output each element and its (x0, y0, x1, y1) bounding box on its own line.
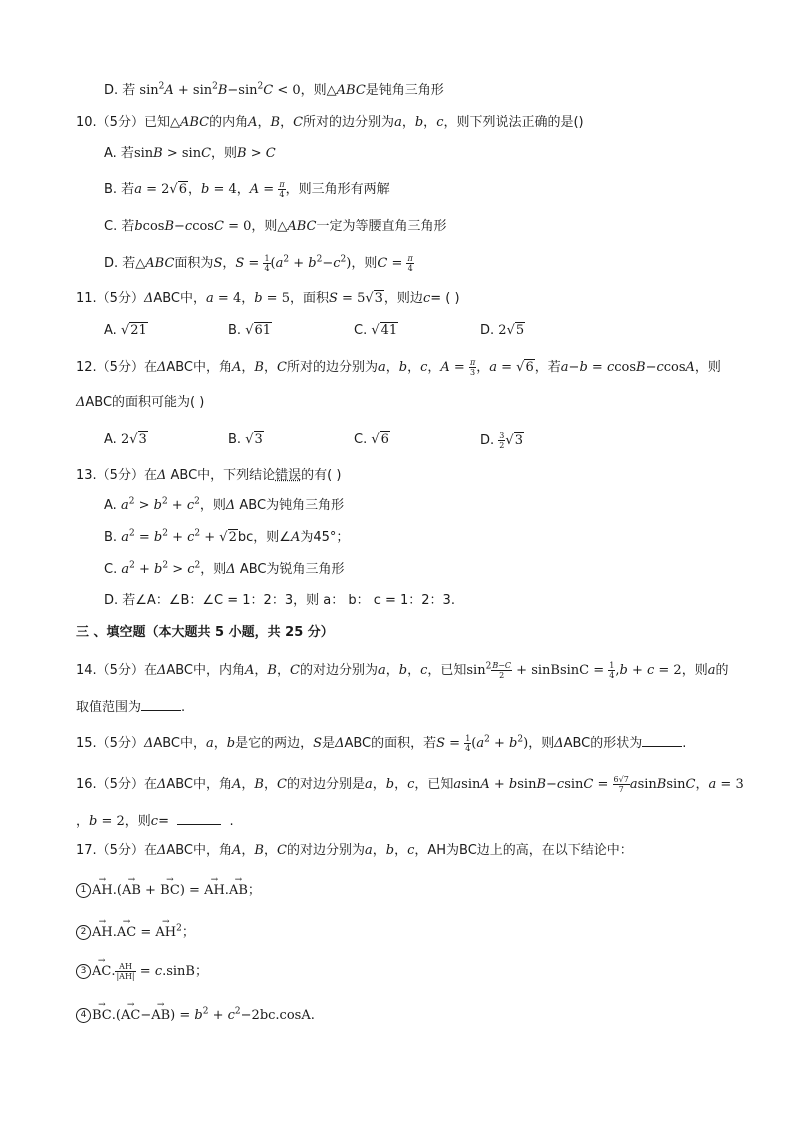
q17-item-2: 2→ AH.→ AC = → $AH^2$； (76, 924, 195, 942)
q15-stem-b: ABC中， (153, 736, 207, 751)
q11-opt-a-val: 21 (130, 323, 147, 338)
q13-stem-c: 的有( ) (301, 468, 342, 483)
q14-stem: 14.（5分）在ΔABC中，内角A，B，C的对边分别为a，b，c，已知$\sin^2$ $\frac{B-C}{2}$ + sinBsinC = $\frac{1}{4}$ ,b + c = 2，则a的 (76, 661, 729, 680)
q10-a-pre: A. 若 (104, 146, 134, 161)
q17-stem-c: 的对边分别为 (286, 843, 365, 858)
q15-stem-f: ，则 (528, 736, 555, 751)
q10-sides: a (394, 115, 402, 130)
q10-b-sqrt: √6 (169, 182, 187, 197)
section-3-heading (76, 624, 334, 642)
q17-stem: 17.（5分）在ΔABC中，角A，B，C的对边分别为a，b，c，AH为BC边上的高，在以下结论中： (76, 843, 633, 858)
q10-option-d: D. 若△ABC面积为S，S = $\frac{1}{4}$ $(a^2 + b^2-c^2)$，则C = $\frac{\pi}{4}$ (104, 254, 413, 273)
q10-stem-c: 所对的边分别为 (303, 115, 395, 130)
q13-a-tail: ，则 (199, 498, 226, 513)
q10-stem-a: 10.（5分）已知△ (76, 115, 180, 130)
q14-answer-blank[interactable] (141, 697, 181, 711)
q17-item-1-num: 1 (76, 883, 91, 898)
q10-c-pre: C. 若 (104, 219, 135, 234)
q12-stem-d: ，若 (534, 360, 561, 375)
q13-d-text: D. 若∠A：∠B：∠C = 1：2：3，则 a： b： c = 1：2：3. (104, 593, 455, 608)
q15-stem-a: 15.（5分） (76, 736, 144, 751)
q11-opt-d-label: D. (480, 323, 495, 338)
q13-c-tail: ，则 (200, 562, 227, 577)
q12-opt-a-label: A. (104, 432, 117, 447)
q17-item-4-num: 4 (76, 1008, 91, 1023)
q14-stem-a: 14.（5分）在 (76, 663, 157, 678)
q17-item-3: 3→ AC. $\frac{AH}{|AH|}$ = c.sinB； (76, 962, 208, 981)
q12-stem-e: ，则 (694, 360, 721, 375)
q14-stem-e: ，则 (681, 663, 708, 678)
q12-opt-a-val: 3 (138, 432, 147, 447)
q11-opt-b-label: B. (228, 323, 242, 338)
q9-d-formula: $\sin^2A + \sin^2B-\sin^2C < 0$ (139, 81, 301, 98)
q13-stem: 13.（5分）在Δ ABC中，下列结论错误的有( ) (76, 468, 342, 483)
q15-stem: 15.（5分）ΔABC中，a，b是它的两边，S是ΔABC的面积，若S = $\frac{1}{4}$ $(a^2 + b^2)$，则ΔABC的形状为 . (76, 734, 687, 753)
q12-stem-c: 所对的边分别为 (286, 360, 378, 375)
q14-stem-d: ，已知 (427, 663, 467, 678)
q10-abc: ABC (179, 115, 210, 130)
q15-stem-h: . (682, 736, 687, 751)
q15-stem-g: ABC的形状为 (563, 736, 643, 751)
q14-line2-end: . (181, 700, 186, 715)
q15-stem-e: ABC的面积，若 (344, 736, 437, 751)
q16-stem-d: ，已知 (414, 777, 454, 792)
q13-stem-a: 13.（5分）在 (76, 468, 157, 483)
q13-stem-wrong: 错误 (275, 468, 302, 483)
q10-d-frac2: $\frac{\pi}{4}$ (407, 254, 413, 273)
q17-stem-b: ABC中，角 (166, 843, 233, 858)
q9-d-suffix: ，则△ (300, 83, 337, 98)
q11-opt-a-label: A. (104, 323, 117, 338)
q16-stem-c: 的对边分别是 (286, 777, 365, 792)
q10-option-c (104, 218, 447, 236)
q14-stem-b: ABC中，内角 (166, 663, 246, 678)
q10-option-a (104, 145, 276, 163)
q14-line2-text: 取值范围为 (76, 700, 142, 715)
q9-option-d (104, 82, 444, 100)
q11-opt-d-coef: 2 (498, 323, 507, 338)
q12-opt-b-label: B. (228, 432, 242, 447)
q13-option-a: A. $a^2 > b^2 + c^2$，则Δ ABC为钝角三角形 (104, 496, 345, 513)
q13-stem-b: ABC中，下列结论 (170, 468, 276, 483)
q15-answer-blank[interactable] (642, 733, 682, 747)
q16-stem-a: 16.（5分）在 (76, 777, 157, 792)
q16-stem: 16.（5分）在ΔABC中，角A，B，C的对边分别是a，b，c，已知asinA + bsinB−csinC = $\frac{6√7}{7}$ asinBsinC，a = 3 (76, 775, 744, 794)
q17-item-4: $4\to BC.(\to AC-\to AB) = b^2 + c^2-2bc.\cos A$. (76, 1007, 315, 1025)
q10-c-formula: bcosB−ccosC = 0 (134, 219, 252, 234)
q12-stem-b: ABC中，角 (166, 360, 233, 375)
q16-line2-a: ， (76, 814, 90, 829)
q10-d-abc: ABC (145, 256, 175, 271)
q15-stem-d: 是 (322, 736, 336, 751)
q12-opt-d-label: D. (480, 433, 495, 448)
q12-option-c: C. √6 (354, 432, 389, 447)
q10-d-frac: $\frac{1}{4}$ (264, 254, 270, 273)
q16-line2-c: = (158, 814, 169, 829)
q11-stem-b: ABC中， (153, 291, 207, 306)
q11-opt-c-label: C. (354, 323, 368, 338)
q13-c-end: ABC为锐角三角形 (239, 562, 345, 577)
q17-item-1: 1→ AH.(→ AB + → BC) = → AH.→ AB； (76, 882, 261, 900)
q10-b-frac: $\frac{\pi}{4}$ (279, 180, 285, 199)
q12-option-a: A. 2√3 (104, 432, 147, 447)
q13-b-mid: bc，则∠ (237, 530, 291, 545)
q12-opt-b-val: 3 (254, 432, 263, 447)
q11-stem-a: 11.（5分） (76, 291, 144, 306)
q17-item-2-num: 2 (76, 925, 91, 940)
q16-stem-b: ABC中，角 (166, 777, 233, 792)
q14-stem-f: 的 (715, 663, 729, 678)
q10-stem-d: ，则下列说法正确的是() (443, 115, 584, 130)
q17-item-3-num: 3 (76, 964, 91, 979)
q9-d-abc: ABC (336, 83, 366, 98)
q13-a-end: ABC为钝角三角形 (239, 498, 345, 513)
q13-option-d (104, 592, 455, 610)
q14-line2 (76, 697, 185, 717)
q10-stem: 10.（5分）已知△ABC的内角A，B，C所对的边分别为a，b，c，则下列说法正确的是() (76, 115, 584, 130)
q10-angles: A (248, 115, 258, 130)
q11-stem-e: = ( ) (430, 291, 460, 306)
q10-stem-b: 的内角 (209, 115, 249, 130)
q10-c-abc: ABC (287, 219, 317, 234)
q13-c-pre: C. (104, 562, 118, 577)
q16-answer-blank[interactable] (177, 811, 221, 825)
q10-option-b: B. 若a = 2√6，b = 4，A = $\frac{\pi}{4}$ ，则三角形有两解 (104, 180, 390, 199)
q10-c-tail: ，则△ (251, 219, 288, 234)
q13-option-b: B. $a^2 = b^2 + c^2 + √2bc$，则∠A为45°； (104, 528, 350, 545)
q12-opt-c-val: 6 (380, 432, 389, 447)
q17-stem-d: ，AH为BC边上的高，在以下结论中： (414, 843, 633, 858)
q11-stem-d: ，则边 (383, 291, 423, 306)
q10-c-end: 一定为等腰直角三角形 (316, 219, 447, 234)
q10-a-mid: ，则 (211, 146, 238, 161)
q13-a-pre: A. (104, 498, 117, 513)
q12-line2: ABC的面积可能为( ) (85, 395, 205, 410)
q10-a-result: B > C (237, 146, 276, 161)
q16-line2-b: ，则 (124, 814, 151, 829)
q13-b-pre: B. (104, 530, 118, 545)
q11-opt-b-val: 61 (254, 323, 272, 338)
q12-opt-d-val: 3 (514, 433, 523, 448)
q10-b-tail: ，则三角形有两解 (285, 182, 390, 197)
q11-opt-d-val: 5 (515, 323, 525, 338)
q11-option-a: A. √21 (104, 323, 147, 338)
q12-stem-line2: ΔABC的面积可能为( ) (76, 395, 205, 410)
q11-option-b: B. √61 (228, 323, 272, 338)
q12-option-b: B. √3 (228, 432, 263, 447)
q16-line2: ，b = 2，则c= . (76, 811, 234, 831)
q12-opt-a-coef: 2 (120, 432, 130, 447)
q14-stem-c: 的对边分别为 (299, 663, 378, 678)
q10-d-tail: ，则 (351, 256, 378, 271)
q11-option-d: D. 2√5 (480, 323, 525, 338)
section-3-title: 三 、填空题（本大题共 5 小题，共 25 分） (76, 625, 334, 640)
q16-line2-d: . (229, 814, 234, 829)
q12-stem-a: 12.（5分）在 (76, 360, 157, 375)
q10-b-formula: a (134, 182, 142, 197)
q12-opt-c-label: C. (354, 432, 368, 447)
q13-option-c: C. $a^2 + b^2 > c^2$，则Δ ABC为锐角三角形 (104, 560, 345, 577)
q12-stem: 12.（5分）在ΔABC中，角A，B，C所对的边分别为a，b，c，A = $\frac{\pi}{3}$ ，a = √6，若a−b = ccosB−ccosA，则 (76, 358, 721, 377)
q10-a-formula: sinB > sinC (133, 146, 212, 161)
q10-b-pre: B. 若 (104, 182, 135, 197)
q13-b-end: 为45°； (300, 530, 350, 545)
q12-option-d: D. $\frac{3}{2}$ √3 (480, 431, 523, 450)
q9-d-tail: 是钝角三角形 (365, 83, 444, 98)
q9-d-prefix: D. 若 (104, 83, 136, 98)
q11-option-c: C. √41 (354, 323, 398, 338)
q10-d-mid: 面积为 (174, 256, 214, 271)
q11-opt-c-val: 41 (380, 323, 398, 338)
q11-stem-c: ，面积 (289, 291, 329, 306)
q17-stem-a: 17.（5分）在 (76, 843, 157, 858)
q11-stem: 11.（5分）ΔABC中，a = 4，b = 5，面积S = 5√3，则边c= ( ) (76, 291, 460, 306)
q15-stem-c: 是它的两边， (235, 736, 314, 751)
q10-d-pre: D. 若△ (104, 256, 146, 271)
